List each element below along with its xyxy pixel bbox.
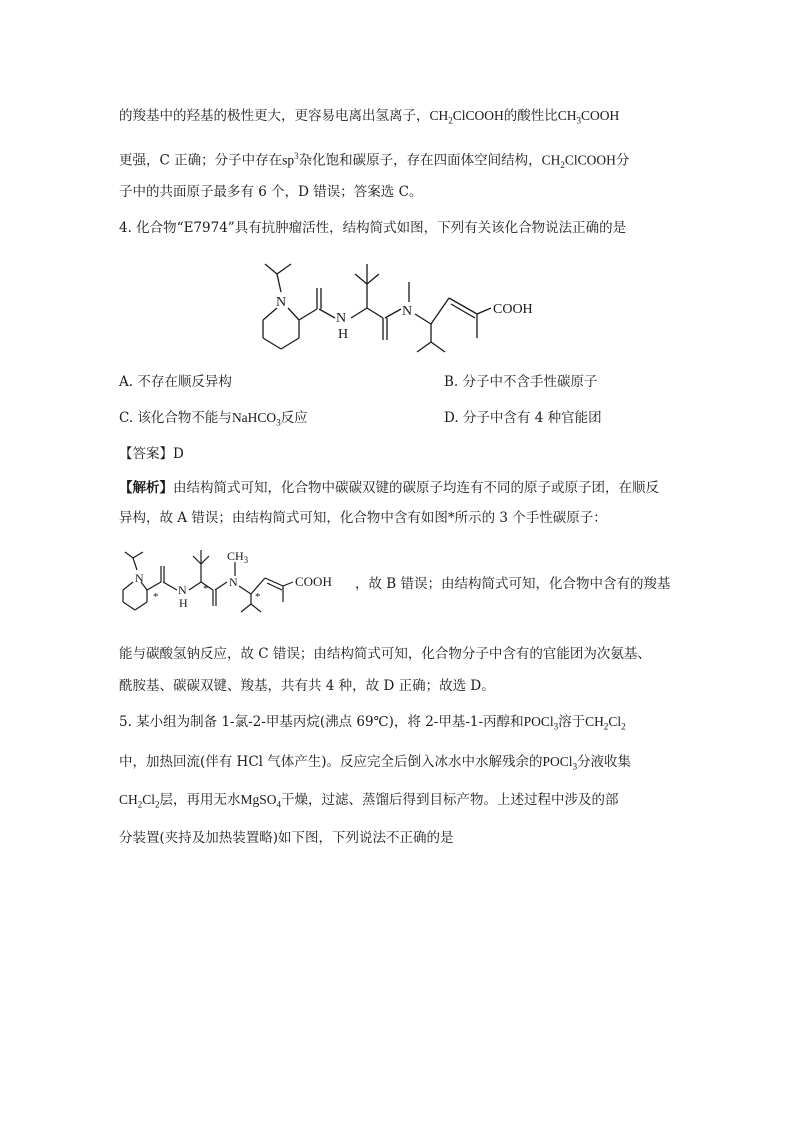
explanation-line-4: 能与碳酸氢钠反应，故 C 错误；由结构简式可知，化合物分子中含有的官能团为次氨基、: [119, 646, 651, 662]
question-5-line-4: 分装置(夹持及加热装置略)如下图，下列说法不正确的是: [119, 830, 454, 846]
explanation-line-5: 酰胺基、碳碳双键、羧基，共有共 4 种，故 D 正确；故选 D。: [119, 678, 495, 694]
struct2-cooh: COOH: [295, 574, 332, 589]
struct1-nh-n: N: [336, 311, 347, 326]
struct2-ch3: $CH_3$: [227, 549, 249, 565]
structure-e7974: [255, 252, 555, 362]
chiral-star-1: *: [153, 591, 159, 603]
struct1-n2: N: [402, 304, 413, 319]
struct2-n1: N: [135, 571, 144, 585]
option-d[interactable]: D. 分子中含有 4 种官能团: [444, 410, 602, 426]
option-b[interactable]: B. 分子中不含手性碳原子: [444, 374, 598, 390]
question-5-line-3: $CH_2Cl_2$层，再用无水MgSO$_4$干燥，过滤、蒸馏后得到目标产物。上述过程中涉及的部: [119, 792, 619, 810]
paragraph-line-2: 更强，C 正确；分子中存在$sp^3$杂化饱和碳原子，存在四面体空间结构，$CH_2ClCOOH$分: [119, 151, 630, 171]
struct1-n1: N: [276, 295, 287, 310]
chiral-star-3: *: [255, 591, 261, 603]
struct1-nh-h: H: [338, 327, 349, 342]
struct1-cooh: COOH: [493, 302, 533, 317]
chiral-star-2: *: [203, 583, 209, 595]
structure-e7974-chiral: [117, 540, 353, 618]
question-4-stem: 4. 化合物“E7974”具有抗肿瘤活性，结构简式如图，下列有关该化合物说法正确的是: [119, 220, 627, 236]
explanation-line-1: 【解析】由结构简式可知，化合物中碳碳双键的碳原子均连有不同的原子或原子团，在顺反: [119, 480, 659, 496]
option-a[interactable]: A. 不存在顺反异构: [119, 374, 232, 390]
paragraph-line-3: 子中的共面原子最多有 6 个，D 错误；答案选 C。: [119, 184, 423, 200]
paragraph-line-1: 的羧基中的羟基的极性更大，更容易电离出氢离子，$CH_2ClCOOH$的酸性比$CH_3COOH$: [119, 108, 620, 126]
question-5-line-1: 5. 某小组为制备 1-氯-2-甲基丙烷(沸点 69℃)，将 2-甲基-1-丙醇和POCl$_3$溶于$CH_2Cl_2$: [119, 714, 626, 732]
struct2-h: H: [179, 596, 188, 610]
explanation-line-2: 异构，故 A 错误；由结构简式可知，化合物中含有如图*所示的 3 个手性碳原子：: [119, 510, 607, 526]
answer-line: 【答案】D: [119, 446, 184, 462]
struct2-n2: N: [229, 575, 238, 589]
struct2-nh: N: [178, 583, 187, 597]
explanation-line-3: ，故 B 错误；由结构简式可知，化合物中含有的羧基: [355, 576, 671, 592]
question-5-line-2: 中，加热回流(伴有 HCl 气体产生)。反应完全后倒入冰水中水解残余的POCl$_3$分液收集: [119, 754, 632, 772]
option-c[interactable]: C. 该化合物不能与NaHCO$_3$反应: [119, 410, 308, 428]
